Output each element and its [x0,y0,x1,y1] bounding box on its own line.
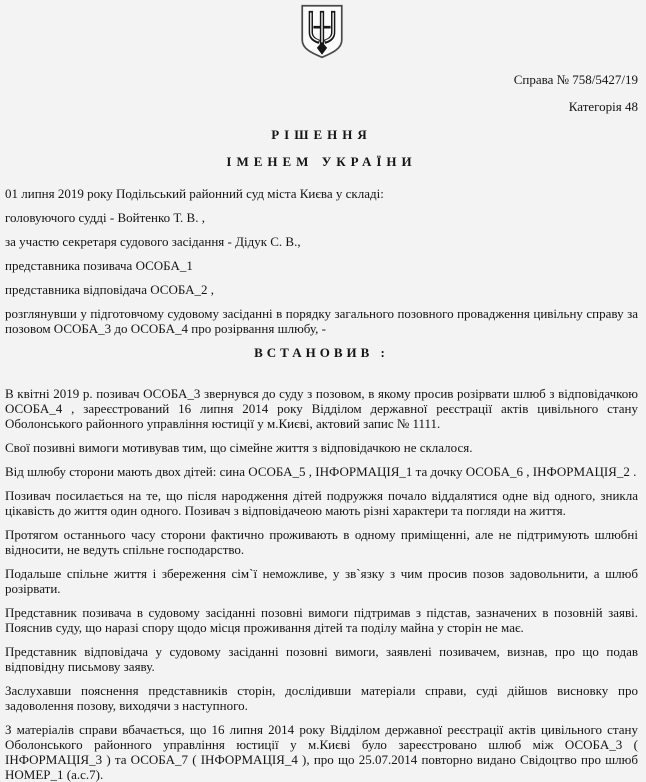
intro-line-defendant-representative: представника відповідача ОСОБА_2 , [5,282,215,297]
body-paragraph: Протягом останнього часу сторони фактично проживають в одному приміщенні, але не підтримують шлюбні відносити, не ведуть спільне господарство. [5,527,638,557]
ukraine-trident-icon [296,4,348,59]
document-subtitle: ІМЕНЕМ УКРАЇНИ [226,154,417,169]
body-paragraph: Свої позивні вимоги мотивував тим, що сімейне життя з відповідачкою не склалося. [5,440,473,455]
coat-of-arms [5,4,638,60]
case-meta [5,72,638,115]
body-paragraph: Представник позивача в судовому засіданні позовні вимоги підтримав з підстав, зазначених в позовній заяві. Пояснив суду, що наразі спору щодо місця проживання дітей та поділу майна у сторін не має. [5,605,638,635]
document-title: РІШЕННЯ [271,127,372,142]
case-number: Справа № 758/5427/19 [513,72,638,87]
body-paragraph: Заслухавши пояснення представників сторін, дослідивши матеріали справи, суді дійшов висновку про задоволення позову, виходячи з наступного. [5,683,638,713]
case-category: Категорія 48 [568,99,638,114]
intro-line-case-subject: розглянувши у підготовчому судовому засіданні в порядку загального позовного провадження цивільну справу за позовом ОСОБА_3 до ОСОБА_4 про розірвання шлюбу, - [5,306,638,336]
intro-line-date-court: 01 липня 2019 року Подільський районний суд міста Києва у складі: [5,186,384,201]
body-paragraph: Від шлюбу сторони мають двох дітей: сина ОСОБА_5 , ІНФОРМАЦІЯ_1 та дочку ОСОБА_6 , ІНФОРМАЦІЯ_2 . [5,464,637,479]
body-paragraph: В квітні 2019 р. позивач ОСОБА_3 звернувся до суду з позовом, в якому просив розірвати шлюб з відповідачкою ОСОБА_4 , зареєстрований 16 липня 2014 року Відділом державної реєстрації актів цивільного стану Оболонського районного управління юстиції у м.Києві, актовий запис № 1111. [5,386,638,431]
intro-line-judge: головуючого судді - Войтенко Т. В. , [5,210,205,225]
body-paragraph: Подальше спільне життя і збереження сім`ї неможливе, у зв`язку з чим просив позов задовольнити, а шлюб розірвати. [5,566,638,596]
intro-line-plaintiff-representative: представника позивача ОСОБА_1 [5,258,193,273]
body-paragraph: Позивач посилається на те, що після народження дітей подружжя почало віддалятися одне від одного, зникла цікавість до життя один одного. Позивач з відповідачеою мають різні характери та погляди на життя. [5,488,638,518]
document-body [5,186,638,782]
intro-line-secretary: за участю секретаря судового засідання - Дідук С. В., [5,234,301,249]
body-paragraph: З матеріалів справи вбачається, що 16 липня 2014 року Відділом державної реєстрації актів цивільного стану Оболонського районного управління юстиції у м.Києві було зареєстровано шлюб між ОСОБА_3 ( ІНФОРМАЦІЯ_3 ) та ОСОБА_7 ( ІНФОРМАЦІЯ_4 ), про що 25.07.2014 повторно видано Свідоцтво про шлюб НОМЕР_1 (а.с.7). [5,722,638,782]
body-paragraph: Представник відповідача у судовому засіданні позовні вимоги, заявлені позивачем, визнав, про що подав відповідну письмову заяву. [5,644,638,674]
section-heading-established: ВСТАНОВИВ : [254,345,389,360]
